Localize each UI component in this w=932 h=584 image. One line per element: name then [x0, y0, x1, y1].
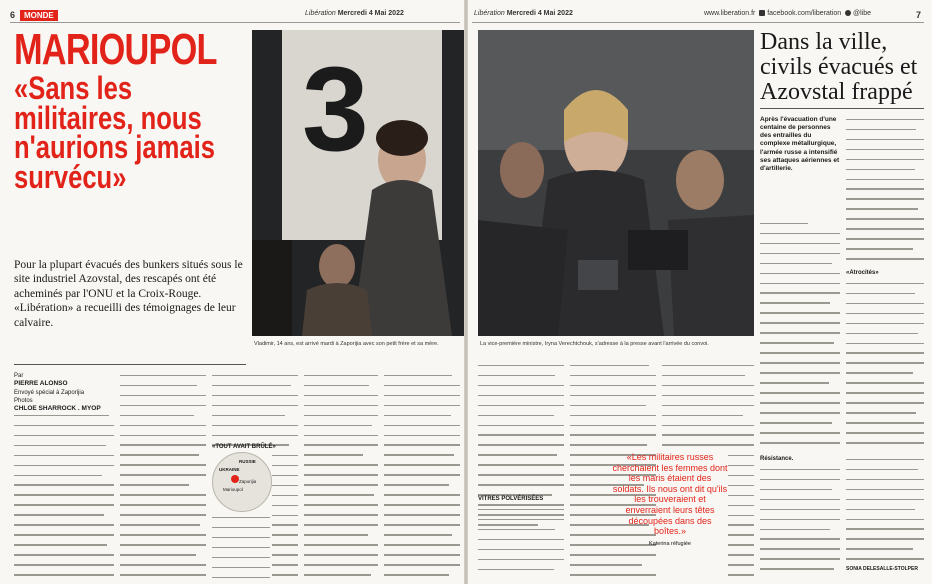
- map-label-russie: RUSSIE: [239, 459, 256, 464]
- pull-quote-author: Katerina réfugiée: [649, 540, 691, 547]
- photo-caption-right: La vice-première ministre, Iryna Verechtchouk, s'adresse à la presse avant l'arrivée du convoi.: [480, 341, 709, 347]
- subhead-atrocites: «Atrocités»: [846, 270, 879, 276]
- map-label-zaporijia: Zaporijia: [239, 479, 257, 484]
- photo-vladimir: [252, 30, 464, 336]
- header-twitter-link[interactable]: @libe: [852, 10, 871, 17]
- right-column-mid: [846, 280, 924, 450]
- header-facebook-link[interactable]: facebook.com/liberation: [767, 10, 842, 17]
- left-page: [0, 0, 464, 584]
- right-page-number: 7: [916, 10, 922, 20]
- map-label-ukraine: UKRAINE: [219, 467, 240, 472]
- signature: SONIA DELESALLE-STOLPER: [846, 566, 918, 572]
- subhead-vitres: VITRES POLVÉRISÉES: [478, 496, 544, 502]
- photo-verechtchouk: [478, 30, 754, 336]
- right-photo-column-3: [662, 362, 754, 446]
- pull-quote: [612, 452, 728, 547]
- byline: [14, 372, 114, 414]
- right-header-rule: [472, 22, 924, 23]
- locator-map: [212, 452, 272, 512]
- body-text-lines-1: [14, 415, 114, 578]
- right-column-bottom: [846, 456, 924, 568]
- body-column-5: [384, 372, 460, 578]
- right-photo-column-1b: [478, 506, 564, 578]
- right-lede: Après l'évacuation d'une centaine de personnes des entrailles du complexe métallurgique, l'armée russe a intensifié ses attaques aériennes et d'artillerie.: [760, 116, 840, 172]
- byline-photos: Photos: [14, 397, 33, 404]
- left-header-paper: [305, 10, 404, 17]
- header-paper-name: Libération: [305, 10, 336, 17]
- body-column-1: [14, 412, 114, 578]
- byline-role: Envoyé spécial à Zaporijia: [14, 389, 85, 396]
- lede-paragraph: Pour la plupart évacués des bunkers situés sous le site industriel Azovstal, des rescapés ont été acheminés par l'ONU et la Croix-Rouge. «Libération» a recueilli des témoignages de leur calvaire.: [14, 259, 243, 329]
- right-headline: Dans la ville, civils évacués et Azovstal frappé: [760, 29, 918, 106]
- right-page-number-wrap: [916, 10, 921, 20]
- right-photo-column-3b: [728, 452, 754, 578]
- byline-photographer: CHLOE SHARROCK . MYOP: [14, 405, 101, 413]
- right-column-left: [760, 220, 840, 448]
- right-column-left-bottom: [760, 466, 840, 578]
- headline: [14, 25, 246, 195]
- header-web-link[interactable]: www.liberation.fr: [704, 10, 756, 17]
- headline-city: MARIOUPOL: [14, 25, 217, 74]
- pull-quote-text: «Les militaires russes cherchaient les femmes dont les maris étaient des soldats. Ils nous ont dit qu'ils les trouveraient et enverraient leurs têtes découpées dans des boîtes.»: [612, 452, 728, 537]
- section-label: MONDE: [20, 10, 58, 21]
- right-column-top: [846, 116, 924, 266]
- photo-verechtchouk-scene: [478, 30, 754, 336]
- right-header-paper: [474, 10, 573, 17]
- right-headline-rule: [760, 108, 924, 109]
- facebook-icon: [759, 10, 765, 16]
- photo-vladimir-scene: [252, 30, 464, 336]
- headline-quote: «Sans les militaires, nous n'aurions jamais survécu»: [14, 70, 215, 195]
- map-marker: [231, 475, 239, 483]
- body-column-3: [212, 372, 298, 448]
- header-rule: [10, 22, 460, 23]
- map-label-marioupol: Marioupol: [223, 487, 243, 492]
- body-column-3b: [272, 452, 298, 578]
- right-header-links: [704, 10, 871, 17]
- photo-caption-left: Vladimir, 14 ans, est arrivé mardi à Zaporijia avec son petit frère et sa mère.: [254, 341, 439, 347]
- byline-by: Par: [14, 373, 24, 379]
- photo-number: 3: [302, 42, 369, 176]
- header-date: Mercredi 4 Mai 2022: [337, 10, 404, 17]
- byline-author: PIERRE ALONSO: [14, 380, 68, 388]
- left-header: [10, 10, 58, 21]
- right-header-date: Mercredi 4 Mai 2022: [506, 10, 573, 17]
- body-column-4: [304, 372, 378, 578]
- twitter-icon: [845, 10, 851, 16]
- right-header-paper-name: Libération: [474, 10, 505, 17]
- body-column-2: [120, 372, 206, 578]
- page-number: 6: [10, 10, 16, 20]
- subhead-resistance: Résistance.: [760, 456, 794, 462]
- body-column-3c: [212, 514, 270, 578]
- lede-rule: [14, 364, 246, 365]
- subhead-tout-avait-brule: «TOUT AVAIT BRÛLÉ»: [212, 444, 276, 450]
